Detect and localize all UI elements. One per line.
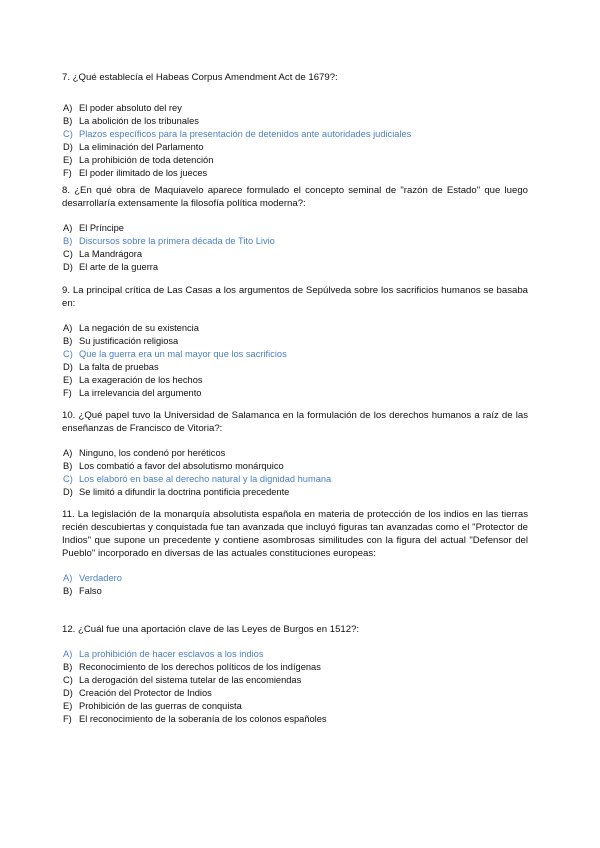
option-letter: E) [63,375,73,385]
option-b [62,115,528,128]
option-text: La Mandrágora [79,249,143,259]
option-letter: A) [63,103,73,113]
option-letter: C) [63,129,73,139]
option-text: Ninguno, los condenó por heréticos [79,448,226,458]
option-text: El reconocimiento de la soberanía de los colonos españoles [79,714,327,724]
option-letter: D) [63,487,73,497]
option-text: La abolición de los tribunales [79,116,199,126]
option-text: Falso [79,586,102,596]
option-text: El poder absoluto del rey [79,103,182,113]
option-letter: A) [63,223,73,233]
option-c [62,473,528,486]
option-text: Su justificación religiosa [79,336,179,346]
question-9 [62,284,528,400]
option-letter: B) [63,461,73,471]
question-text: 11. La legislación de la monarquía absolutista española en materia de protección de los indios en las tierras recién descubiertas y conquistada fue tan avanzada que incluyó figuras tan avanzadas como el "Protector de Indios" que supone un precedente y contiene asombrosas similitudes con la figura del actual "Defensor del Pueblo" incorporado en diversas de las actuales constituciones europeas: [62,509,528,559]
option-letter: F) [63,714,72,724]
question-text: 7. ¿Qué establecía el Habeas Corpus Amendment Act de 1679?: [62,72,338,83]
option-letter: B) [63,662,73,672]
option-list [62,222,528,274]
option-text: El arte de la guerra [79,262,159,272]
option-text: La prohibición de hacer esclavos a los indios [79,649,264,659]
option-text: Se limitó a difundir la doctrina pontificia precedente [79,487,290,497]
option-letter: D) [63,142,73,152]
question-text: 8. ¿En qué obra de Maquiavelo aparece formulado el concepto seminal de "razón de Estado" que luego desarrollaría extensamente la filosofía política moderna?: [62,185,528,209]
option-letter: B) [63,336,73,346]
option-a [62,322,528,335]
option-letter: C) [63,474,73,484]
option-d [62,141,528,154]
option-text: El Príncipe [79,223,124,233]
option-f [62,387,528,400]
option-letter: A) [63,323,73,333]
question-text: 9. La principal crítica de Las Casas a los argumentos de Sepúlveda sobre los sacrificios humanos se basaba en: [62,285,528,309]
option-text: Verdadero [79,573,122,583]
option-a [62,447,528,460]
option-d [62,361,528,374]
option-e [62,374,528,387]
option-letter: D) [63,262,73,272]
option-list [62,322,528,400]
option-list [62,648,528,726]
option-b [62,460,528,473]
question-7 [62,71,528,180]
option-f [62,713,528,726]
option-text: Discursos sobre la primera década de Tito Livio [79,236,275,246]
option-text: La exageración de los hechos [79,375,203,385]
option-b [62,661,528,674]
option-letter: E) [63,701,73,711]
option-text: La falta de pruebas [79,362,159,372]
option-letter: D) [63,362,73,372]
option-letter: E) [63,155,73,165]
option-f [62,167,528,180]
option-letter: F) [63,168,72,178]
option-text: La irrelevancia del argumento [79,388,202,398]
option-letter: A) [63,649,73,659]
question-text: 12. ¿Cuál fue una aportación clave de las Leyes de Burgos en 1512?: [62,624,360,635]
option-letter: C) [63,249,73,259]
option-a [62,572,528,585]
option-d [62,687,528,700]
question-11 [62,508,528,598]
option-text: Reconocimiento de los derechos políticos de los indígenas [79,662,321,672]
option-e [62,154,528,167]
option-text: Prohibición de las guerras de conquista [79,701,242,711]
option-a [62,648,528,661]
option-letter: B) [63,236,73,246]
option-list [62,572,528,598]
option-text: Los combatió a favor del absolutismo monárquico [79,461,284,471]
option-text: La prohibición de toda detención [79,155,214,165]
question-8 [62,184,528,274]
option-a [62,222,528,235]
option-text: Que la guerra era un mal mayor que los sacrificios [79,349,287,359]
option-letter: D) [63,688,73,698]
option-c [62,248,528,261]
option-letter: C) [63,675,73,685]
option-list [62,102,528,180]
option-letter: A) [63,573,73,583]
option-text: Creación del Protector de Indios [79,688,212,698]
option-b [62,585,528,598]
option-text: La derogación del sistema tutelar de las encomiendas [79,675,302,685]
option-d [62,261,528,274]
option-letter: C) [63,349,73,359]
option-a [62,102,528,115]
option-letter: B) [63,586,73,596]
question-10 [62,409,528,499]
option-text: La negación de su existencia [79,323,199,333]
option-text: Los elaboró en base al derecho natural y la dignidad humana [79,474,332,484]
option-text: La eliminación del Parlamento [79,142,204,152]
question-text: 10. ¿Qué papel tuvo la Universidad de Salamanca en la formulación de los derechos humanos a raíz de las enseñanzas de Francisco de Vitoria?: [62,410,528,434]
option-b [62,335,528,348]
option-text: Plazos específicos para la presentación de detenidos ante autoridades judiciales [79,129,412,139]
option-letter: F) [63,388,72,398]
option-text: El poder ilimitado de los jueces [79,168,208,178]
option-c [62,348,528,361]
option-letter: A) [63,448,73,458]
option-e [62,700,528,713]
option-c [62,674,528,687]
option-d [62,486,528,499]
option-list [62,447,528,499]
option-letter: B) [63,116,73,126]
option-c [62,128,528,141]
option-b [62,235,528,248]
question-12 [62,623,528,726]
